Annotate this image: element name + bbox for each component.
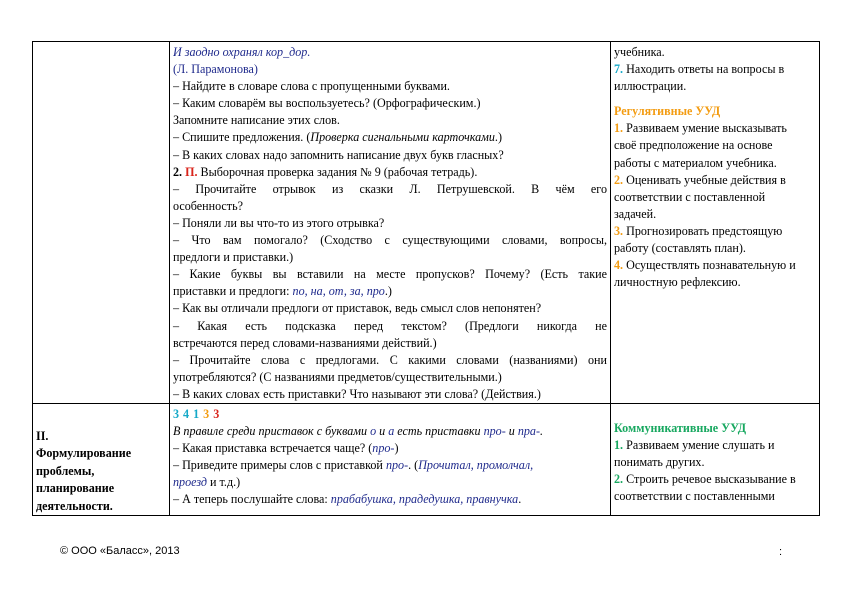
uud-item: 4. Осуществлять познавательную и (614, 258, 796, 273)
uud-line: соответствии с поставленной (614, 189, 766, 204)
question-cont: употребляются? (С названиями предметов/существительными.) (173, 369, 502, 384)
uud-line: иллюстрации. (614, 79, 687, 94)
stage-cell-empty (33, 42, 170, 404)
slide-number: 3 (213, 406, 220, 421)
table-row (33, 403, 820, 515)
question-cont: проезд и т.д.) (173, 475, 241, 490)
uud-cell (611, 42, 820, 404)
page-mark: : (779, 546, 783, 558)
uud-item: 7. Находить ответы на вопросы в (614, 62, 785, 77)
question: – Что вам помогало? (Сходство с существующими словами, вопросы, (173, 233, 607, 248)
uud-line: работы с материалом учебника. (614, 155, 777, 170)
slide-number: 4 (183, 406, 190, 421)
question: – Приведите примеры слов с приставкой про-. (Прочитал, промолчал, (173, 458, 534, 473)
question: – А теперь послушайте слова: прабабушка, прадедушка, правнучка. (173, 492, 522, 507)
uud-item: 2. Оценивать учебные действия в (614, 172, 786, 187)
activity-cell (170, 42, 611, 404)
question: – Найдите в словаре слова с пропущенными буквами. (173, 79, 450, 94)
slide-numbers (173, 406, 607, 423)
uud-line: задачей. (614, 206, 657, 221)
question: – В каких словах надо запомнить написание двух букв гласных? (173, 147, 504, 162)
lesson-table (32, 41, 820, 516)
uud-cell (611, 403, 820, 515)
slide-number: 3 (203, 406, 210, 421)
poem-line: И заодно охранял кор_дор. (173, 45, 311, 59)
uud-line: личностную рефлексию. (614, 275, 741, 290)
uud-item: 1. Развиваем умение слушать и (614, 438, 775, 453)
poem-author: (Л. Парамонова) (173, 62, 258, 77)
uud-line: своё предположение на основе (614, 138, 773, 153)
instruction: Запомните написание этих слов. (173, 113, 340, 128)
table-row (33, 42, 820, 404)
question: – Прочитайте слова с предлогами. С какими словами (названиями) они (173, 352, 607, 367)
task-heading: 2. П. Выборочная проверка задания № 9 (рабочая тетрадь). (173, 164, 478, 179)
uud-heading-regulatory: Регулятивные УУД (614, 104, 721, 119)
uud-item: 1. Развиваем умение высказывать (614, 121, 787, 136)
question-cont: приставки и предлоги: по, на, от, за, про.) (173, 284, 392, 299)
question-cont: особенность? (173, 198, 243, 213)
uud-item: 3. Прогнозировать предстоящую (614, 223, 783, 238)
question: – В каких словах есть приставки? Что называют эти слова? (Действия.) (173, 386, 541, 401)
question-cont: предлоги и приставки.) (173, 250, 294, 265)
question: – Какая есть подсказка перед текстом? (Предлоги никогда не (173, 318, 607, 333)
slide-number: 3 (173, 406, 180, 421)
footer-copyright: © ООО «Баласс», 2013 (60, 545, 180, 557)
question-cont: встречаются перед словами-названиями действий.) (173, 335, 437, 350)
uud-line: учебника. (614, 45, 665, 59)
uud-heading-communicative: Коммуникативные УУД (614, 420, 747, 435)
stage-cell (33, 403, 170, 515)
uud-item: 2. Строить речевое высказывание в (614, 472, 796, 487)
uud-line: работу (составлять план). (614, 241, 746, 256)
stage-title: II. Формулирование проблемы, планирование деятельности. (36, 428, 132, 513)
question: – Какая приставка встречается чаще? (про-) (173, 441, 399, 456)
question: – Прочитайте отрывок из сказки Л. Петрушевской. В чём его (173, 181, 607, 196)
question: – Поняли ли вы что-то из этого отрывка? (173, 215, 385, 230)
question: – Спишите предложения. (Проверка сигнальными карточками.) (173, 130, 502, 145)
uud-line: соответствии с поставленными (614, 489, 775, 504)
uud-line: понимать других. (614, 455, 705, 470)
question: – Как вы отличали предлоги от приставок, ведь смысл слов непонятен? (173, 301, 542, 316)
rule-text: В правиле среди приставок с буквами о и а есть приставки про- и пра-. (173, 424, 544, 439)
question: – Какие буквы вы вставили на месте пропусков? Почему? (Есть такие (173, 267, 607, 282)
question: – Каким словарём вы воспользуетесь? (Орфографическим.) (173, 96, 481, 111)
activity-cell (170, 403, 611, 515)
slide-number: 1 (193, 406, 200, 421)
